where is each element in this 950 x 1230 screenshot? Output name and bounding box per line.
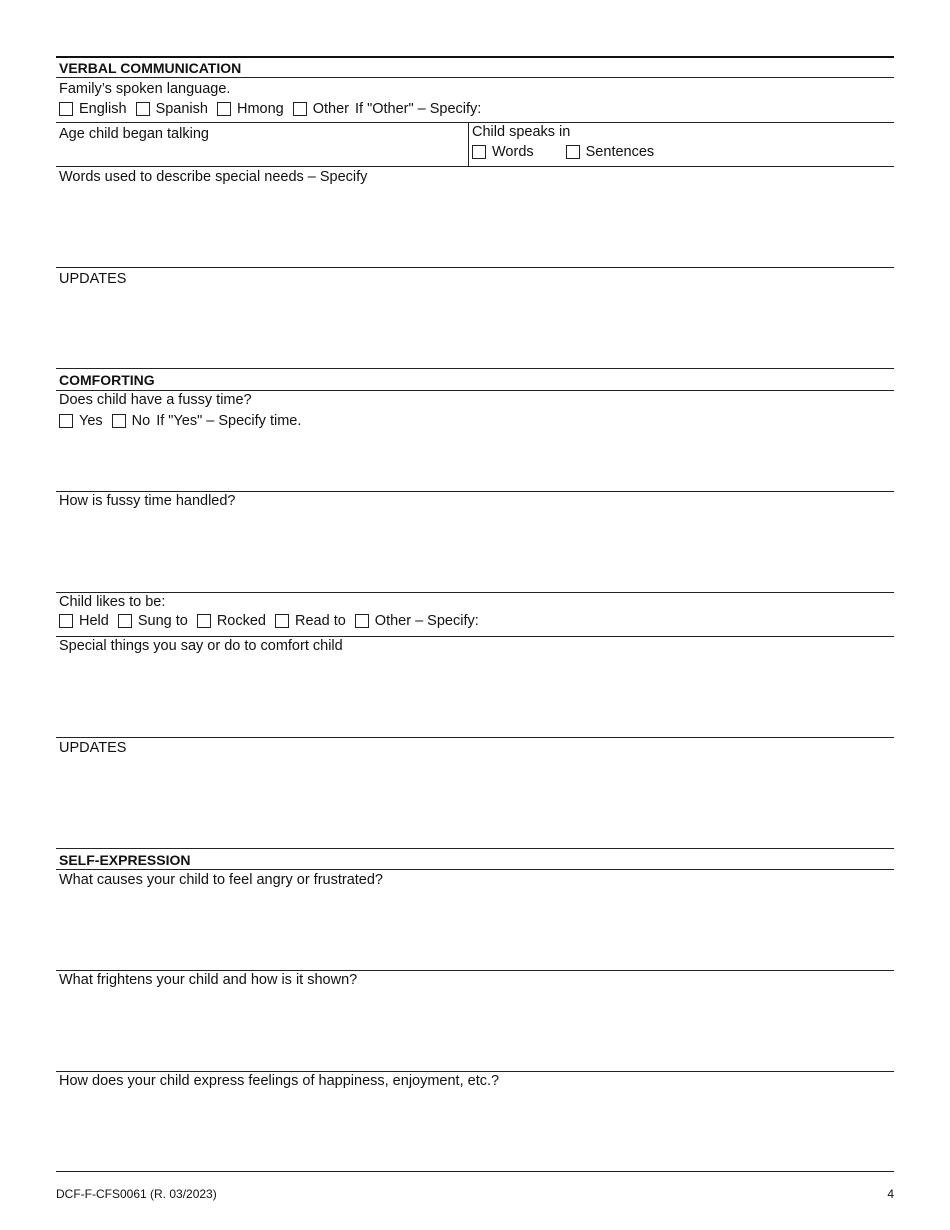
- spoken-language-label: Family’s spoken language.: [59, 81, 231, 97]
- option-yes[interactable]: [59, 412, 103, 430]
- option-rocked[interactable]: [197, 612, 266, 630]
- comforting-updates-label: UPDATES: [59, 740, 127, 756]
- child-speaks-in-label: Child speaks in: [472, 124, 571, 140]
- happiness-label: How does your child express feelings of happiness, enjoyment, etc.?: [59, 1073, 500, 1089]
- hmong-option-label: Hmong: [236, 101, 284, 117]
- fussy-time-options: [59, 412, 301, 430]
- self-expression-heading: SELF-EXPRESSION: [59, 852, 191, 868]
- option-held[interactable]: [59, 612, 109, 630]
- child-speaks-options: [472, 143, 663, 161]
- option-sentences[interactable]: [566, 143, 655, 161]
- option-hmong[interactable]: [217, 100, 284, 118]
- sung-to-checkbox[interactable]: [118, 614, 132, 628]
- other-specify-option-label: Other – Specify:: [374, 613, 479, 629]
- age-began-talking-label: Age child began talking: [59, 126, 209, 142]
- section-top-rule: [56, 56, 894, 58]
- fussy-time-field[interactable]: [56, 432, 894, 490]
- rocked-option-label: Rocked: [216, 613, 266, 629]
- divider: [56, 869, 894, 870]
- divider: [56, 848, 894, 849]
- option-other[interactable]: [293, 100, 349, 118]
- verbal-communication-heading: VERBAL COMMUNICATION: [59, 60, 242, 76]
- divider: [56, 77, 894, 78]
- spanish-checkbox[interactable]: [136, 102, 150, 116]
- other-comfort-checkbox[interactable]: [355, 614, 369, 628]
- sung-to-option-label: Sung to: [137, 613, 188, 629]
- hmong-checkbox[interactable]: [217, 102, 231, 116]
- divider: [56, 166, 894, 167]
- child-likes-options: [59, 612, 488, 630]
- comforting-updates-field[interactable]: [56, 759, 894, 847]
- child-likes-label: Child likes to be:: [59, 594, 166, 610]
- option-english[interactable]: [59, 100, 127, 118]
- form-id: DCF-F-CFS0061 (R. 03/2023): [56, 1187, 217, 1201]
- happiness-field[interactable]: [56, 1092, 894, 1170]
- rocked-checkbox[interactable]: [197, 614, 211, 628]
- sentences-option-label: Sentences: [585, 144, 655, 160]
- spanish-option-label: Spanish: [155, 101, 208, 117]
- sentences-checkbox[interactable]: [566, 145, 580, 159]
- verbal-updates-label: UPDATES: [59, 271, 127, 287]
- comforting-heading: COMFORTING: [59, 372, 155, 388]
- divider: [56, 368, 894, 369]
- divider: [56, 592, 894, 593]
- fussy-time-label: Does child have a fussy time?: [59, 392, 252, 408]
- yes-checkbox[interactable]: [59, 414, 73, 428]
- option-no[interactable]: [112, 412, 151, 430]
- option-sung-to[interactable]: [118, 612, 188, 630]
- words-special-needs-field[interactable]: [56, 188, 894, 266]
- read-to-checkbox[interactable]: [275, 614, 289, 628]
- option-other-specify[interactable]: [355, 612, 479, 630]
- form-page: [56, 0, 894, 1230]
- yes-option-label: Yes: [79, 413, 103, 429]
- no-checkbox[interactable]: [112, 414, 126, 428]
- angry-frustrated-field[interactable]: [56, 891, 894, 969]
- spoken-language-options: [59, 100, 481, 118]
- other-option-label: Other: [312, 101, 349, 117]
- column-divider: [468, 122, 469, 166]
- special-comfort-field[interactable]: [56, 657, 894, 736]
- page-number: 4: [887, 1187, 894, 1201]
- bottom-rule: [56, 1171, 894, 1172]
- english-option-label: English: [79, 101, 127, 117]
- special-comfort-label: Special things you say or do to comfort child: [59, 638, 343, 654]
- divider: [56, 737, 894, 738]
- words-checkbox[interactable]: [472, 145, 486, 159]
- frightens-label: What frightens your child and how is it shown?: [59, 972, 358, 988]
- fussy-handled-label: How is fussy time handled?: [59, 493, 236, 509]
- frightens-field[interactable]: [56, 991, 894, 1070]
- english-checkbox[interactable]: [59, 102, 73, 116]
- held-checkbox[interactable]: [59, 614, 73, 628]
- divider: [56, 267, 894, 268]
- option-spanish[interactable]: [136, 100, 208, 118]
- fussy-specify-note: If "Yes" – Specify time.: [156, 413, 302, 429]
- other-specify-note: If "Other" – Specify:: [354, 101, 482, 117]
- option-words[interactable]: [472, 143, 534, 161]
- angry-frustrated-label: What causes your child to feel angry or frustrated?: [59, 872, 383, 888]
- words-option-label: Words: [492, 144, 534, 160]
- verbal-updates-field[interactable]: [56, 290, 894, 367]
- option-read-to[interactable]: [275, 612, 346, 630]
- fussy-handled-field[interactable]: [56, 512, 894, 591]
- other-language-checkbox[interactable]: [293, 102, 307, 116]
- words-special-needs-label: Words used to describe special needs – Specify: [59, 169, 368, 185]
- held-option-label: Held: [79, 613, 109, 629]
- no-option-label: No: [131, 413, 151, 429]
- read-to-option-label: Read to: [295, 613, 346, 629]
